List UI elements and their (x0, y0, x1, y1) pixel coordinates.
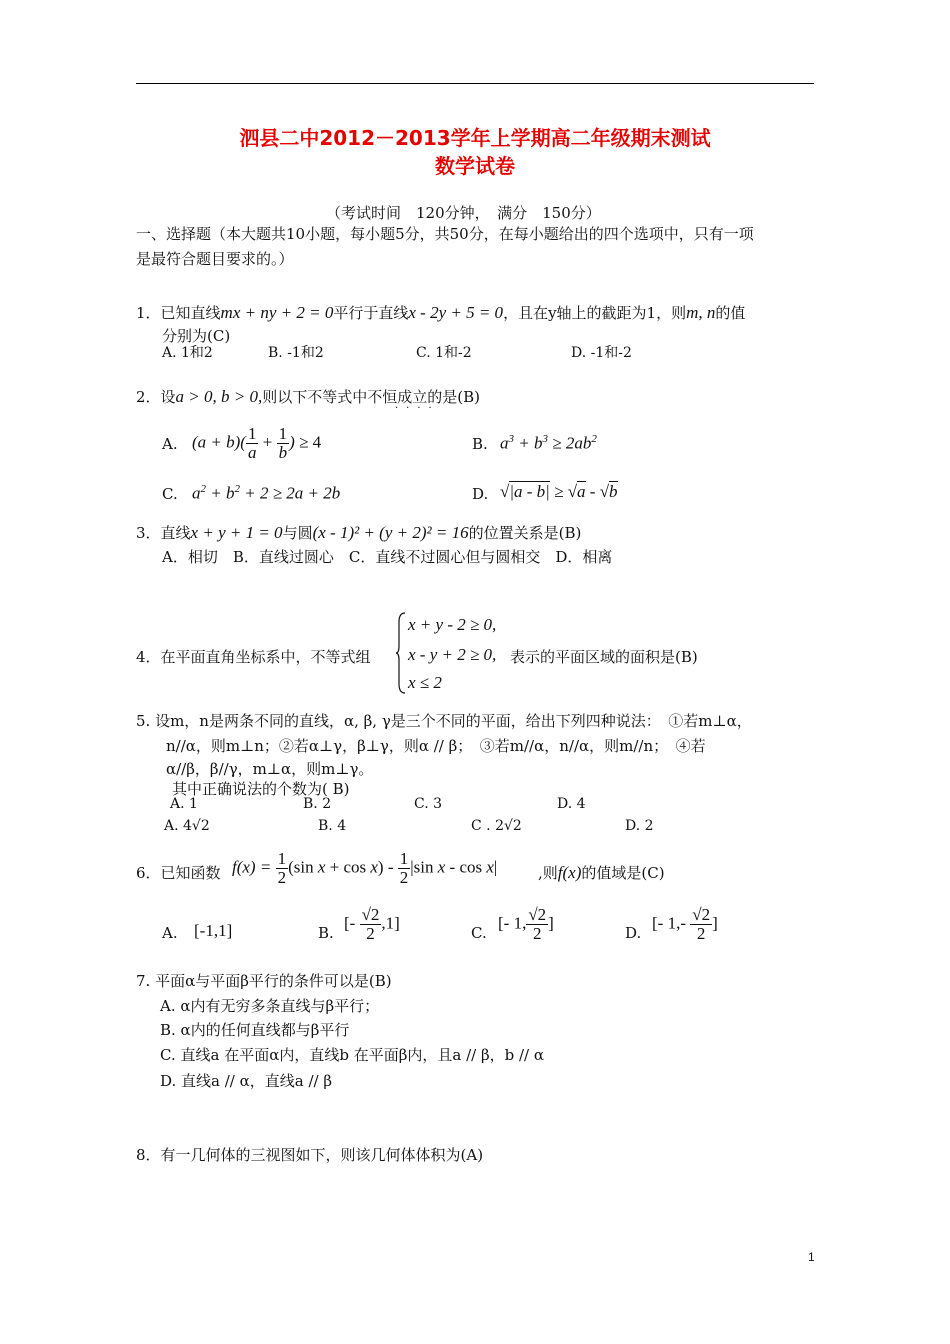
q5-line2: n//α，则m⊥n；②若α⊥γ，β⊥γ，则α // β； ③若m//α，n//α，则m//n； ④若 (166, 737, 706, 755)
q3-text-post: 的位置关系是(B) (468, 524, 582, 542)
q5-option2-d: D. 2 (625, 818, 654, 834)
page-number: 1 (808, 1250, 815, 1264)
q5-option-c: C. 3 (414, 796, 443, 812)
q1-vars: m, n (686, 303, 716, 322)
system-brace (396, 612, 406, 694)
q1-text-mid: 平行于直线 (333, 304, 409, 322)
q2-option-c: $a^2 + b^2 + 2 \ge 2a + 2b$ (192, 483, 341, 503)
q1-option-a: A. 1和2 (162, 345, 213, 361)
q7-option-c: C. 直线a 在平面α内，直线b 在平面β内，且a // β，b // α (160, 1046, 544, 1064)
q1-option-b: B. -1和2 (268, 345, 324, 361)
q5-option-b: B. 2 (303, 796, 332, 812)
q1-option-d: D. -1和-2 (571, 345, 632, 361)
section1-instructions-cont: 是最符合题目要求的。） (136, 250, 294, 268)
q7-option-a: A. α内有无穷多条直线与β平行； (160, 997, 380, 1015)
q6-comma-then: ,则 (538, 864, 558, 882)
q1-equation-2: x - 2y + 5 = 0 (408, 303, 504, 322)
q2-text: 2．设 (136, 388, 176, 406)
question-7: 7. 平面α与平面β平行的条件可以是(B) (136, 972, 392, 990)
q6-option-c: [- 1, $\frac{√2}{2}$ ] (498, 905, 554, 943)
question-3 (136, 522, 581, 543)
q2-option-c-label: C. (162, 485, 178, 503)
header-rule (136, 83, 814, 84)
q6-option-b: [- $\frac{√2}{2}$ ,1] (344, 905, 400, 943)
q6-option-a: [-1,1] (194, 921, 233, 940)
q2-option-b-label: B. (472, 435, 488, 453)
q4-text-post: 表示的平面区域的面积是(B) (510, 648, 698, 666)
q1-text: 1．已知直线 (136, 304, 221, 322)
q7-option-d: D. 直线a // α，直线a // β (160, 1072, 333, 1090)
exam-info: （考试时间 120分钟， 满分 150分） (326, 204, 601, 222)
q4-inequality-1: x + y - 2 ≥ 0, (408, 615, 497, 634)
q6-option-d-label: D. (625, 924, 642, 942)
q5-option2-b: B. 4 (318, 818, 347, 834)
page-title: 泗县二中2012－2013学年上学期高二年级期末测试 (239, 126, 711, 150)
q6-option-d: [- 1,- $\frac{√2}{2}$ ] (652, 905, 718, 943)
q2-condition: a > 0, b > 0, (175, 387, 263, 406)
question-1 (136, 302, 745, 323)
q7-option-b: B. α内的任何直线都与β平行 (160, 1021, 350, 1039)
q3-text: 3．直线 (136, 524, 191, 542)
q3-options: A．相切 B．直线过圆心 C．直线不过圆心但与圆相交 D．相离 (162, 548, 613, 566)
q2-option-d-label: D. (472, 485, 489, 503)
q2-option-d: √|a - b| ≥ √a - √b (500, 482, 618, 501)
q5-option2-c: C . 2√2 (471, 818, 522, 834)
q2-option-b: $a^3 + b^3 \ge 2ab^2$ (500, 433, 597, 453)
q4-inequality-2: x - y + 2 ≥ 0, (408, 645, 497, 664)
q2-option-a-label: A. (162, 435, 178, 453)
q6-function: f(x) = $\frac{1}{2}$ (sin x + cos x) - $\frac{1}{2}$ |sin x - cos x| (232, 849, 498, 887)
q3-text-mid: 与圆 (282, 524, 313, 542)
q6-option-c-label: C. (471, 924, 487, 942)
q2-text-post: 则以下不等式中不恒成立的是(B) (262, 388, 480, 406)
question-5: 5. 设m，n是两条不同的直线，α, β, γ是三个不同的平面，给出下列四种说法： ①若m⊥α， (136, 712, 752, 730)
q2-option-a: (a + b)( $\frac{1}{a}$ + $\frac{1}{b}$ ) ≥ 4 (192, 424, 322, 462)
q6-fx: f(x) (557, 863, 582, 882)
emphasis-dots: ···· (395, 403, 440, 414)
q1-text-post: ，且在y轴上的截距为1，则 (503, 304, 687, 322)
q6-text-end: 的值域是(C) (581, 864, 665, 882)
q1-line2: 分别为(C) (162, 327, 231, 345)
question-4: 4．在平面直角坐标系中，不等式组 (136, 648, 371, 666)
q5-line4: 其中正确说法的个数为( B) (172, 780, 350, 798)
q3-circle-equation: (x - 1)² + (y + 2)² = 16 (312, 523, 469, 542)
q4-inequality-3: x ≤ 2 (408, 673, 442, 692)
q6-option-a-label: A. (162, 924, 178, 942)
q3-line-equation: x + y + 1 = 0 (190, 523, 283, 542)
q1-option-c: C. 1和-2 (416, 345, 472, 361)
q6-option-b-label: B. (318, 924, 334, 942)
q5-option-d: D. 4 (557, 796, 586, 812)
section1-instructions: 一、选择题（本大题共10小题，每小题5分，共50分，在每小题给出的四个选项中，只有一项 (136, 225, 754, 243)
q5-option2-a: A. 4√2 (164, 818, 210, 834)
q5-line3: α//β，β//γ，m⊥α，则m⊥γ。 (166, 760, 374, 778)
q5-option-a: A. 1 (170, 796, 198, 812)
q6-text: 6．已知函数 (136, 864, 221, 882)
q1-text-end: 的值 (715, 304, 746, 322)
q6-text-post (538, 862, 665, 883)
page-subtitle: 数学试卷 (435, 154, 515, 178)
question-8: 8．有一几何体的三视图如下，则该几何体体积为(A) (136, 1146, 484, 1164)
q1-equation-1: mx + ny + 2 = 0 (220, 303, 334, 322)
